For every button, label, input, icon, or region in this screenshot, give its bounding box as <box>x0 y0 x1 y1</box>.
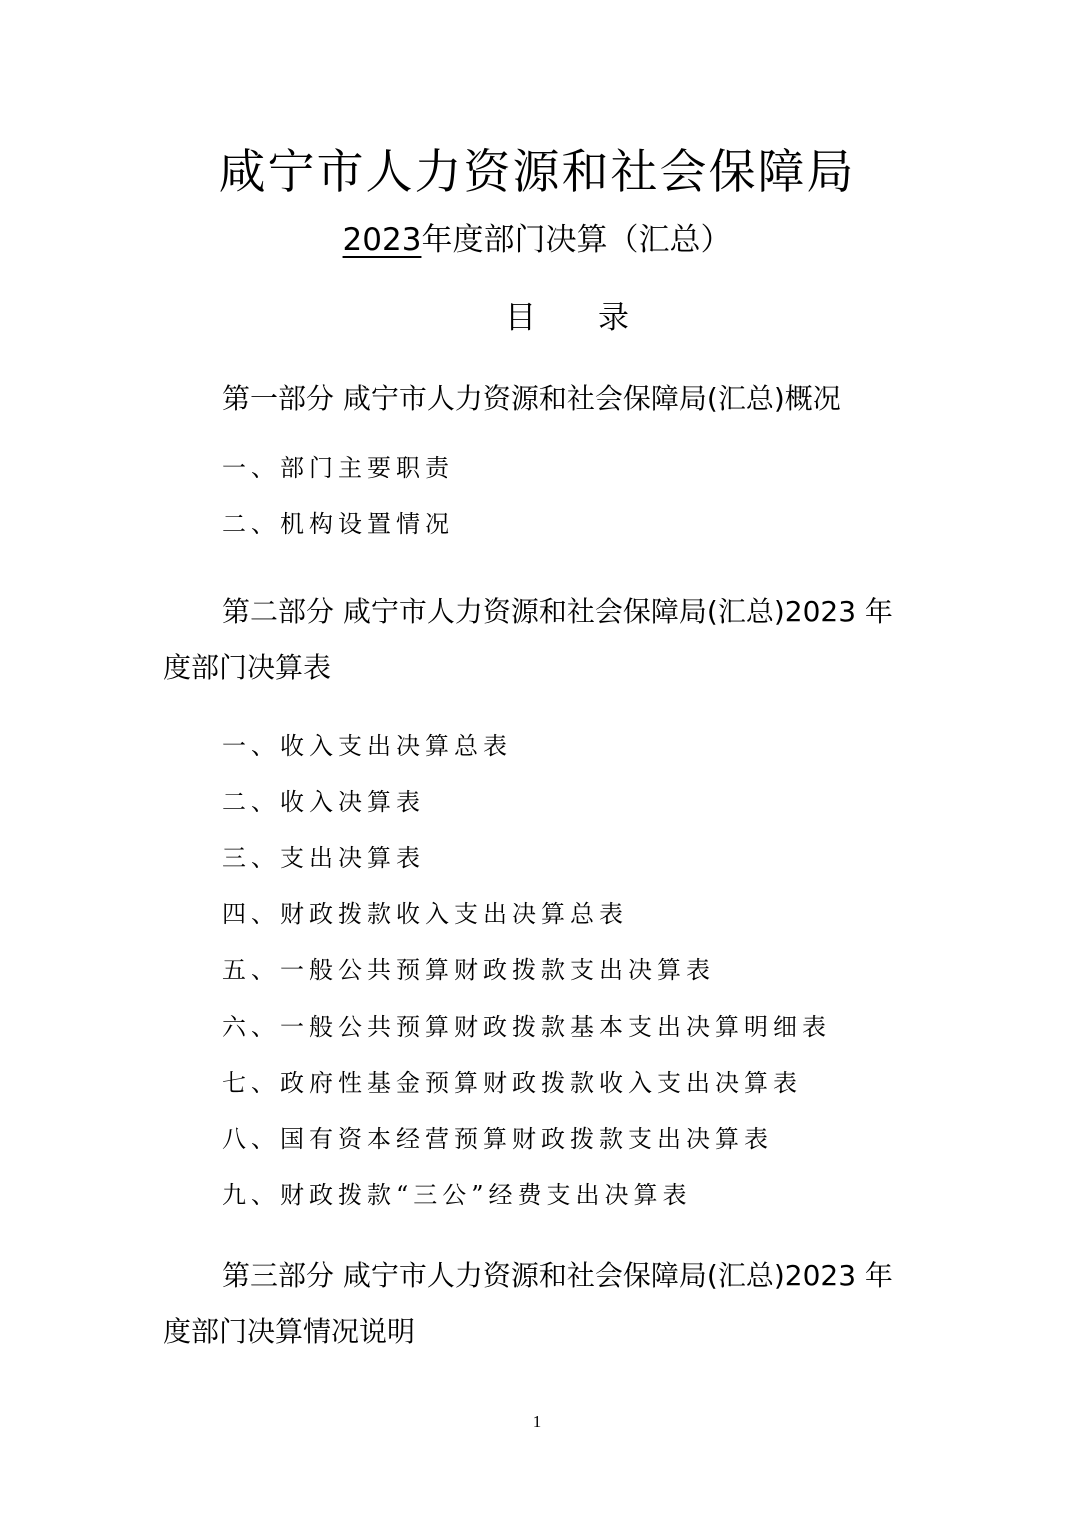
subtitle-text: 年度部门决算（汇总） <box>421 222 732 258</box>
toc-item[interactable]: 八、国有资本经营预算财政拨款支出决算表 <box>222 1125 773 1153</box>
page-number: 1 <box>532 1412 542 1431</box>
part2-heading-line1[interactable]: 第二部分 咸宁市人力资源和社会保障局(汇总)2023 年 <box>222 595 893 628</box>
toc-item[interactable]: 六、一般公共预算财政拨款基本支出决算明细表 <box>222 1013 831 1041</box>
toc-item[interactable]: 九、财政拨款“三公”经费支出决算表 <box>222 1181 692 1209</box>
toc-item[interactable]: 七、政府性基金预算财政拨款收入支出决算表 <box>222 1069 802 1097</box>
toc-item[interactable]: 五、一般公共预算财政拨款支出决算表 <box>222 956 715 984</box>
part3-heading-line2[interactable]: 度部门决算情况说明 <box>163 1315 416 1348</box>
toc-item[interactable]: 一、部门主要职责 <box>222 454 454 482</box>
toc-item[interactable]: 三、支出决算表 <box>222 844 425 872</box>
part1-heading[interactable]: 第一部分 咸宁市人力资源和社会保障局(汇总)概况 <box>222 382 841 415</box>
document-subtitle <box>0 212 1074 268</box>
part2-heading-line2[interactable]: 度部门决算表 <box>163 651 332 684</box>
toc-item[interactable]: 一、收入支出决算总表 <box>222 732 512 760</box>
part3-heading-line1[interactable]: 第三部分 咸宁市人力资源和社会保障局(汇总)2023 年 <box>222 1259 893 1292</box>
subtitle-year: 2023 <box>342 222 422 258</box>
toc-heading: 目录 <box>505 300 691 336</box>
toc-item[interactable]: 二、收入决算表 <box>222 788 425 816</box>
toc-item[interactable]: 四、财政拨款收入支出决算总表 <box>222 900 628 928</box>
toc-item[interactable]: 二、机构设置情况 <box>222 510 454 538</box>
document-title: 咸宁市人力资源和社会保障局 <box>218 145 856 200</box>
